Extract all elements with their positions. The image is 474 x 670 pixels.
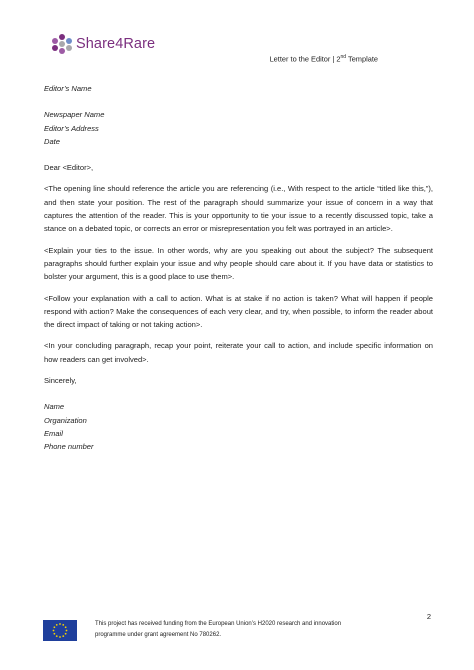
- signature-block: [44, 400, 433, 453]
- salutation: Dear <Editor>,: [44, 163, 94, 173]
- funding-statement: [95, 619, 395, 641]
- page-number: 2: [426, 612, 431, 621]
- paragraph-opening: <The opening line should reference the article you are referencing (i.e., With respect to the article “titled like this,”), and then state your position. The rest of the paragraph should summarize your issue of concern in a way that captures the attention of the reader. This is your opportunity to tie your issue to a recently discussed topic, take a stance on a debated topic, or corrects an error or misrepresentation you felt was portrayed in an article>.: [44, 184, 433, 234]
- paragraph-conclusion: <In your concluding paragraph, recap your point, reiterate your call to action, and include specific information on how readers can get involved>.: [44, 341, 433, 364]
- header-title-sup: nd: [340, 54, 347, 60]
- eu-flag-stars: [43, 620, 77, 641]
- header-title: [270, 54, 378, 63]
- paragraph-ties: <Explain your ties to the issue. In other words, why are you speaking out about the subject? The subsequent paragraphs should further explain your issue and why people should care about it. If you have data or statistics to bolster your argument, this is a good place to use them>.: [44, 245, 433, 282]
- letter-body: [44, 82, 433, 454]
- share4rare-logo-icon: [52, 34, 72, 54]
- recipient-name: Editor’s Name: [44, 84, 92, 93]
- editor-address: Editor’s Address: [44, 123, 99, 133]
- funding-line-1: This project has received funding from the European Union’s H2020 research and innovation: [95, 621, 342, 627]
- funding-line-2: programme under grant agreement No 780262.: [95, 632, 222, 638]
- address-block: [44, 108, 433, 148]
- signature-email: Email: [44, 428, 63, 438]
- signature-name: Name: [44, 402, 65, 412]
- header-title-prefix: Letter to the Editor | 2: [269, 54, 341, 64]
- signature-organization: Organization: [44, 415, 87, 425]
- paragraph-call-to-action: <Follow your explanation with a call to action. What is at stake if no action is taken? What will happen if people respond with action? Make the consequences of each very clear, and try, when possible, to inform the reader about the direct impact of taking or not taking action>.: [44, 293, 433, 330]
- closing: Sincerely,: [44, 376, 77, 386]
- logo-brand-text: Share4Rare: [76, 36, 156, 52]
- signature-phone: Phone number: [44, 442, 94, 452]
- header-title-suffix: Template: [346, 54, 378, 64]
- eu-flag-icon: [43, 620, 77, 641]
- share4rare-logo: [52, 34, 155, 54]
- letter-date: Date: [44, 136, 60, 146]
- newspaper-name: Newspaper Name: [44, 110, 105, 120]
